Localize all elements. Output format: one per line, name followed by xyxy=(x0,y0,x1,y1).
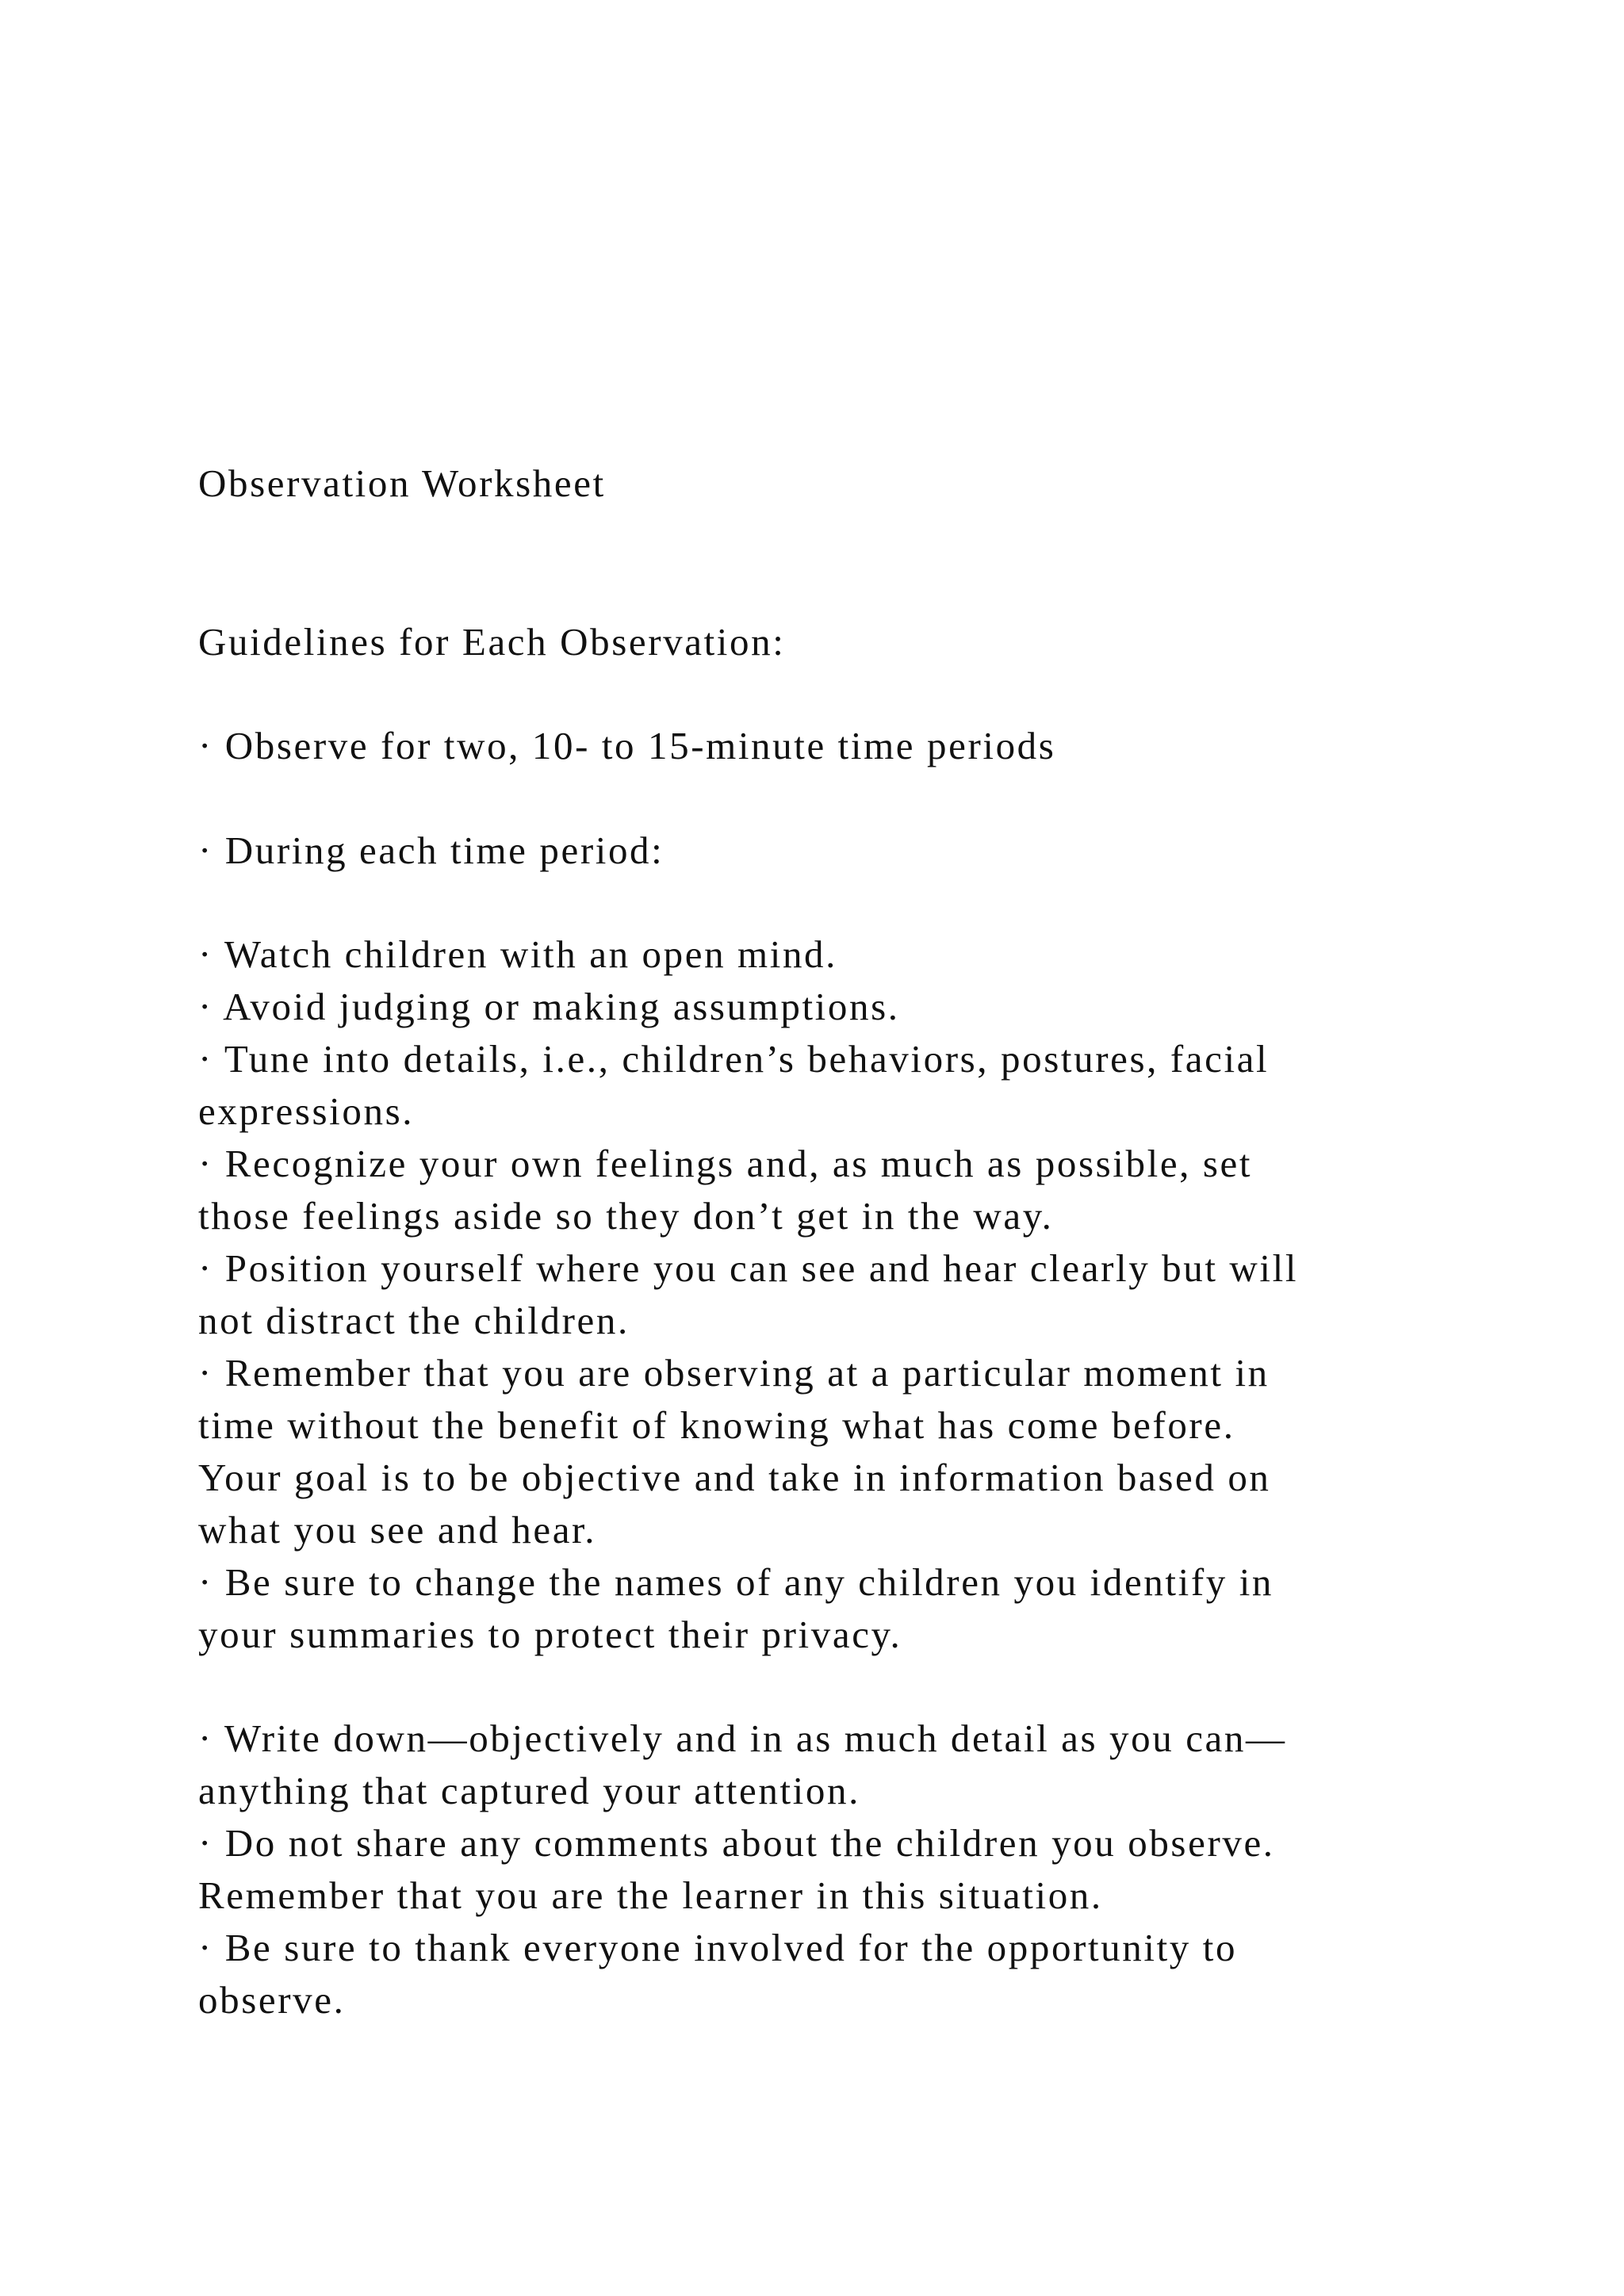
text-line: anything that captured your attention. xyxy=(198,1769,860,1812)
text-line: · Tune into details, i.e., children’s behaviors, postures, facial xyxy=(198,1037,1270,1081)
text-line: Remember that you are the learner in this situation. xyxy=(198,1873,1103,1917)
section-heading: Guidelines for Each Observation: xyxy=(198,620,786,664)
text-line: · Be sure to thank everyone involved for the opportunity to xyxy=(198,1926,1238,1969)
text-line: those feelings aside so they don’t get in the way. xyxy=(198,1194,1054,1238)
text-line: · Watch children with an open mind. xyxy=(198,932,837,976)
text-line: · Recognize your own feelings and, as much as possible, set xyxy=(198,1142,1253,1185)
page-title: Observation Worksheet xyxy=(198,461,606,505)
text-line: · Do not share any comments about the children you observe. xyxy=(198,1821,1275,1865)
text-line: not distract the children. xyxy=(198,1299,630,1342)
text-line: observe. xyxy=(198,1978,346,2022)
text-line: · Write down—objectively and in as much detail as you can— xyxy=(198,1716,1287,1760)
text-line: · Remember that you are observing at a particular moment in xyxy=(198,1351,1270,1395)
text-line: · Position yourself where you can see and hear clearly but will xyxy=(198,1246,1299,1290)
text-line: Your goal is to be objective and take in information based on xyxy=(198,1456,1271,1499)
text-line: what you see and hear. xyxy=(198,1508,597,1552)
text-line: · Observe for two, 10- to 15-minute time periods xyxy=(198,724,1056,767)
text-line: · Avoid judging or making assumptions. xyxy=(198,985,900,1028)
text-line: · During each time period: xyxy=(198,828,665,872)
text-line: time without the benefit of knowing what has come before. xyxy=(198,1403,1235,1447)
text-line: · Be sure to change the names of any children you identify in xyxy=(198,1560,1274,1604)
text-line: your summaries to protect their privacy. xyxy=(198,1613,902,1656)
text-line: expressions. xyxy=(198,1089,415,1133)
